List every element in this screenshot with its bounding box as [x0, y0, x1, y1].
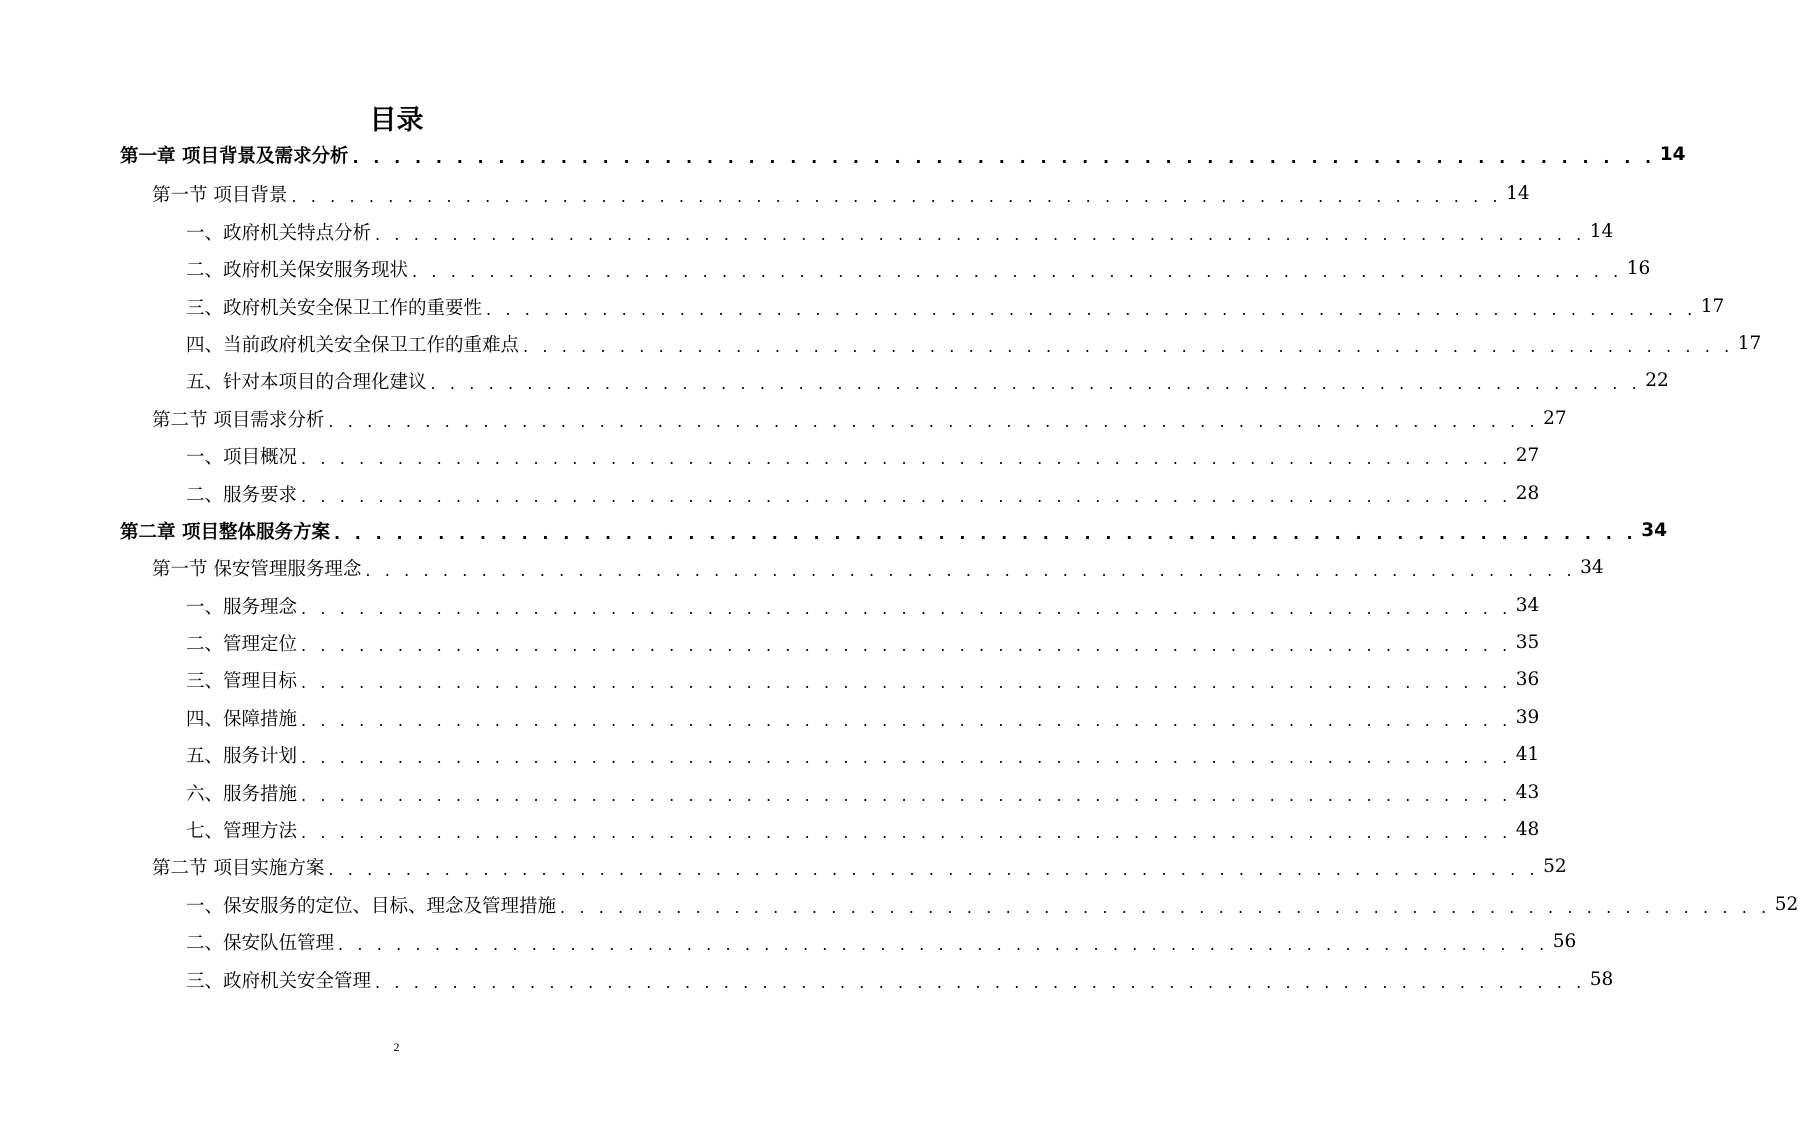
toc-entry-label: 三、管理目标 [186, 670, 298, 692]
toc-entry-page: 16 [1626, 258, 1651, 279]
toc-entry-label: 一、服务理念 [186, 596, 298, 618]
toc-entry-section[interactable] [152, 400, 1567, 437]
toc-entry-item[interactable] [186, 736, 1540, 773]
toc-entry-page: 52 [1774, 894, 1798, 915]
toc-entry-label: 五、服务计划 [186, 745, 298, 767]
dot-leader: . . . . . . . . . . . . . . . . . . . . . . . . . . . . . . . . . . . . . . . . . . . . . . . . . . . . . . . . . . . . . . . [486, 299, 1697, 319]
toc-entry-page: 14 [1506, 183, 1530, 204]
toc-entry-item[interactable] [186, 437, 1540, 474]
toc-entry-page: 17 [1700, 296, 1725, 317]
toc-entry-page: 14 [1659, 144, 1686, 165]
toc-entry-label: 三、政府机关安全保卫工作的重要性 [186, 297, 483, 319]
toc-entry-chapter[interactable] [120, 512, 1667, 549]
toc-entry-item[interactable] [186, 624, 1540, 661]
toc-entry-label: 六、服务措施 [186, 783, 298, 805]
toc-entry-page: 34 [1641, 520, 1667, 541]
page-number: 2 [393, 1040, 400, 1054]
toc-entry-page: 41 [1515, 744, 1540, 765]
dot-leader: . . . . . . . . . . . . . . . . . . . . . . . . . . . . . . . . . . . . . . . . . . . . . . . . . . . . . . . . . . . . . . . [328, 411, 1540, 431]
toc-entry-label: 一、保安服务的定位、目标、理念及管理措施 [186, 895, 557, 917]
toc-entry-section[interactable] [152, 549, 1604, 586]
toc-entry-page: 22 [1645, 370, 1669, 391]
toc-entry-page: 39 [1515, 707, 1540, 728]
toc-entry-label: 第一节 保安管理服务理念 [152, 558, 362, 580]
toc-entry-label: 二、服务要求 [186, 484, 298, 506]
toc-entry-page: 34 [1515, 595, 1540, 616]
toc-entry-label: 四、当前政府机关安全保卫工作的重难点 [186, 334, 520, 356]
toc-entry-label: 二、政府机关保安服务现状 [186, 259, 409, 281]
dot-leader: . . . . . . . . . . . . . . . . . . . . . . . . . . . . . . . . . . . . . . . . . . . . . . . . . . . . . . . . . . . . . . . [301, 635, 1512, 655]
toc-entry-label: 四、保障措施 [186, 708, 298, 730]
toc-entry-page: 56 [1552, 931, 1577, 952]
dot-leader: . . . . . . . . . . . . . . . . . . . . . . . . . . . . . . . . . . . . . . . . . . . . . . . . . . . . . . . . . . . . . . . [338, 934, 1549, 954]
dot-leader: . . . . . . . . . . . . . . . . . . . . . . . . . . . . . . . . . . . . . . . . . . . . . . . . . . . . . . . . . . . . . . . [430, 373, 1642, 393]
toc-entry-chapter[interactable] [120, 136, 1686, 173]
toc-entry-item[interactable] [186, 250, 1651, 287]
toc-entry-item[interactable] [186, 961, 1614, 998]
toc-entry-label: 第二节 项目需求分析 [152, 409, 325, 431]
dot-leader: . . . . . . . . . . . . . . . . . . . . . . . . . . . . . . . . . . . . . . . . . . . . . . . . . . . . . . . . . . . . . . . [560, 897, 1771, 917]
toc-entry-section[interactable] [152, 175, 1530, 212]
toc-entry-label: 第一节 项目背景 [152, 184, 288, 206]
toc-entry-item[interactable] [186, 699, 1540, 736]
dot-leader: . . . . . . . . . . . . . . . . . . . . . . . . . . . . . . . . . . . . . . . . . . . . . . . . . . . . . . . . . . . . . . . [375, 224, 1586, 244]
toc-entry-section[interactable] [152, 848, 1567, 885]
dot-leader: . . . . . . . . . . . . . . . . . . . . . . . . . . . . . . . . . . . . . . . . . . . . . . . . . . . . . . . . . . . . . . . [301, 672, 1512, 692]
toc-entry-page: 17 [1737, 333, 1762, 354]
toc-entry-page: 52 [1543, 856, 1567, 877]
toc-entry-item[interactable] [186, 213, 1614, 250]
dot-leader: . . . . . . . . . . . . . . . . . . . . . . . . . . . . . . . . . . . . . . . . . . . . . . . . . . . . . . . . . . . . . . . [333, 523, 1638, 543]
toc-entry-label: 二、保安队伍管理 [186, 932, 335, 954]
dot-leader: . . . . . . . . . . . . . . . . . . . . . . . . . . . . . . . . . . . . . . . . . . . . . . . . . . . . . . . . . . . . . . . [301, 486, 1512, 506]
toc-title: 目录 [369, 105, 424, 136]
dot-leader: . . . . . . . . . . . . . . . . . . . . . . . . . . . . . . . . . . . . . . . . . . . . . . . . . . . . . . . . . . . . . . . [291, 186, 1503, 206]
dot-leader: . . . . . . . . . . . . . . . . . . . . . . . . . . . . . . . . . . . . . . . . . . . . . . . . . . . . . . . . . . . . . . . [301, 822, 1512, 842]
toc-entry-page: 14 [1589, 221, 1614, 242]
toc-entry-label: 第一章 项目背景及需求分析 [120, 145, 349, 167]
dot-leader: . . . . . . . . . . . . . . . . . . . . . . . . . . . . . . . . . . . . . . . . . . . . . . . . . . . . . . . . . . . . . . . [301, 448, 1512, 468]
dot-leader: . . . . . . . . . . . . . . . . . . . . . . . . . . . . . . . . . . . . . . . . . . . . . . . . . . . . . . . . . . . . . . . [301, 598, 1512, 618]
toc-entry-label: 二、管理定位 [186, 633, 298, 655]
toc-entry-page: 43 [1515, 782, 1540, 803]
toc-entry-page: 58 [1589, 969, 1614, 990]
dot-leader: . . . . . . . . . . . . . . . . . . . . . . . . . . . . . . . . . . . . . . . . . . . . . . . . . . . . . . . . . . . . . . . [412, 261, 1623, 281]
toc-entry-item[interactable] [186, 811, 1540, 848]
toc-entry-page: 27 [1515, 445, 1540, 466]
toc-entry-page: 35 [1515, 632, 1540, 653]
toc-entry-page: 48 [1515, 819, 1540, 840]
toc-entry-page: 28 [1515, 483, 1540, 504]
dot-leader: . . . . . . . . . . . . . . . . . . . . . . . . . . . . . . . . . . . . . . . . . . . . . . . . . . . . . . . . . . . . . . . [365, 560, 1577, 580]
toc-entry-item[interactable] [186, 886, 1798, 923]
toc-entry-label: 一、项目概况 [186, 446, 298, 468]
dot-leader: . . . . . . . . . . . . . . . . . . . . . . . . . . . . . . . . . . . . . . . . . . . . . . . . . . . . . . . . . . . . . . . [523, 336, 1734, 356]
dot-leader: . . . . . . . . . . . . . . . . . . . . . . . . . . . . . . . . . . . . . . . . . . . . . . . . . . . . . . . . . . . . . . . [352, 147, 1656, 167]
toc-entry-page: 36 [1515, 669, 1540, 690]
toc-entry-item[interactable] [186, 325, 1762, 362]
toc-entry-page: 34 [1580, 557, 1604, 578]
toc-entry-item[interactable] [186, 288, 1725, 325]
toc-entry-item[interactable] [186, 774, 1540, 811]
toc-entry-label: 三、政府机关安全管理 [186, 970, 372, 992]
toc-entry-item[interactable] [186, 362, 1669, 399]
dot-leader: . . . . . . . . . . . . . . . . . . . . . . . . . . . . . . . . . . . . . . . . . . . . . . . . . . . . . . . . . . . . . . . [328, 859, 1540, 879]
dot-leader: . . . . . . . . . . . . . . . . . . . . . . . . . . . . . . . . . . . . . . . . . . . . . . . . . . . . . . . . . . . . . . . [301, 710, 1512, 730]
toc-entry-label: 五、针对本项目的合理化建议 [186, 371, 427, 393]
dot-leader: . . . . . . . . . . . . . . . . . . . . . . . . . . . . . . . . . . . . . . . . . . . . . . . . . . . . . . . . . . . . . . . [375, 972, 1586, 992]
toc-entry-label: 第二章 项目整体服务方案 [120, 521, 330, 543]
toc-entry-item[interactable] [186, 923, 1577, 960]
dot-leader: . . . . . . . . . . . . . . . . . . . . . . . . . . . . . . . . . . . . . . . . . . . . . . . . . . . . . . . . . . . . . . . [301, 785, 1512, 805]
toc-entry-item[interactable] [186, 661, 1540, 698]
toc-entry-page: 27 [1543, 408, 1567, 429]
dot-leader: . . . . . . . . . . . . . . . . . . . . . . . . . . . . . . . . . . . . . . . . . . . . . . . . . . . . . . . . . . . . . . . [301, 747, 1512, 767]
toc-entry-label: 一、政府机关特点分析 [186, 222, 372, 244]
toc-entry-label: 第二节 项目实施方案 [152, 857, 325, 879]
toc-entry-label: 七、管理方法 [186, 820, 298, 842]
toc-entry-item[interactable] [186, 587, 1540, 624]
toc-entry-item[interactable] [186, 475, 1540, 512]
